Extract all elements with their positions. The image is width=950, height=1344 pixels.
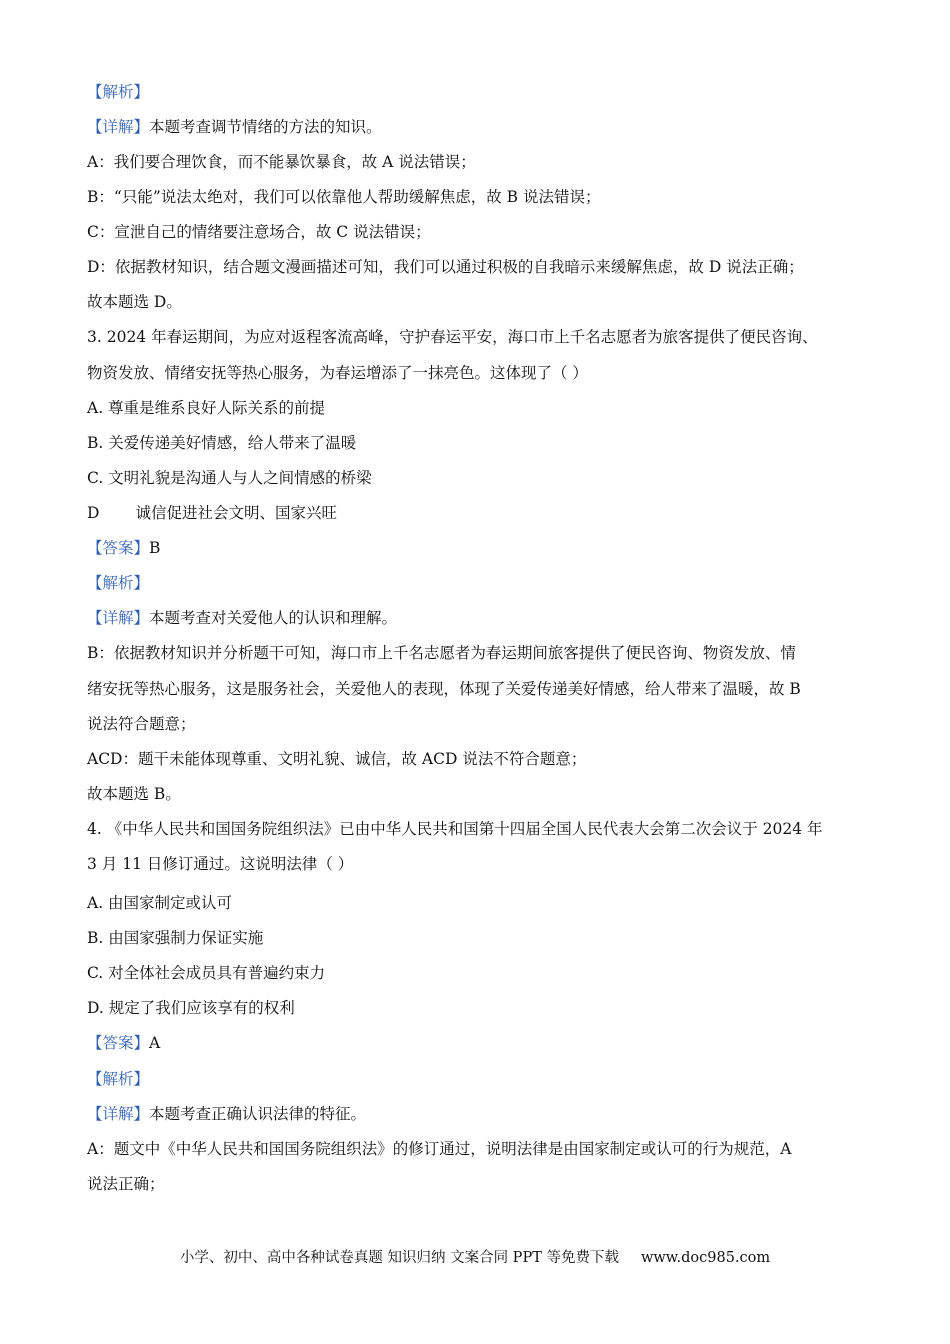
footer-text: 小学、初中、高中各种试卷真题 知识归纳 文案合同 PPT 等免费下载 (179, 1250, 619, 1266)
line-text: B. 关爱传递美好情感，给人带来了温暖 (87, 434, 357, 452)
text-line (87, 468, 372, 488)
section-tag: 【解析】 (87, 83, 150, 101)
text-line (87, 749, 586, 769)
text-line (87, 222, 431, 242)
line-text: 本题考查正确认识法律的特征。 (149, 1105, 367, 1123)
line-text: 物资发放、情绪安抚等热心服务，为春运增添了一抹亮色。这体现了（ ） (87, 364, 588, 382)
text-line (87, 928, 263, 948)
text-line (87, 152, 476, 172)
text-line (87, 1033, 160, 1053)
line-text: B. 由国家强制力保证实施 (87, 929, 264, 947)
footer-url: www.doc985.com (640, 1250, 771, 1266)
line-text: 3. 2024 年春运期间，为应对返程客流高峰，守护春运平安，海口市上千名志愿者为旅客提供了便民咨询、 (87, 328, 818, 346)
line-text: 说法符合题意； (87, 715, 196, 733)
section-tag: 【答案】 (87, 1034, 150, 1052)
line-text: D (87, 504, 100, 522)
text-line (87, 608, 397, 628)
line-text: 4. 《中华人民共和国国务院组织法》已由中华人民共和国第十四届全国人民代表大会第二次会议于 2024 年 (87, 820, 823, 838)
line-text: B (149, 539, 161, 557)
line-text: C. 文明礼貌是沟通人与人之间情感的桥梁 (87, 469, 372, 487)
text-line (87, 538, 160, 558)
section-tag: 【详解】 (87, 118, 150, 136)
text-line (87, 82, 149, 102)
line-text: A：我们要合理饮食，而不能暴饮暴食，故 A 说法错误； (87, 153, 476, 171)
line-text: 诚信促进社会文明、国家兴旺 (135, 504, 337, 522)
section-tag: 【解析】 (87, 574, 150, 592)
section-tag: 【答案】 (87, 539, 150, 557)
text-line (87, 398, 325, 418)
text-line (87, 363, 588, 383)
text-line (87, 187, 601, 207)
text-line (87, 433, 356, 453)
section-tag: 【详解】 (87, 609, 150, 627)
text-line (87, 679, 801, 699)
line-text: D：依据教材知识，结合题文漫画描述可知，我们可以通过积极的自我暗示来缓解焦虑，故 D 说法正确； (87, 258, 804, 276)
line-text: 说法正确； (87, 1175, 165, 1193)
text-line (87, 1069, 149, 1089)
text-line (87, 819, 823, 839)
text-line (87, 714, 196, 734)
text-line (87, 854, 353, 874)
line-text: C：宣泄自己的情绪要注意场合，故 C 说法错误； (87, 223, 431, 241)
text-line (87, 257, 804, 277)
line-text: 故本题选 B。 (87, 785, 181, 803)
text-line (87, 117, 382, 137)
text-line (87, 1104, 366, 1124)
text-line (87, 503, 337, 523)
line-text: A. 由国家制定或认可 (87, 894, 233, 912)
page-footer (0, 1246, 950, 1267)
line-text: 本题考查调节情绪的方法的知识。 (149, 118, 382, 136)
line-text: A. 尊重是维系良好人际关系的前提 (87, 399, 326, 417)
text-line (87, 327, 818, 347)
line-text: 本题考查对关爱他人的认识和理解。 (149, 609, 398, 627)
line-text: 3 月 11 日修订通过。这说明法律（ ） (87, 855, 354, 873)
text-line (87, 573, 149, 593)
text-line (87, 784, 181, 804)
text-line (87, 643, 796, 663)
section-tag: 【解析】 (87, 1070, 150, 1088)
text-line (87, 998, 295, 1018)
line-text: B：依据教材知识并分析题干可知，海口市上千名志愿者为春运期间旅客提供了便民咨询、物资发放、情 (87, 644, 796, 662)
line-text: B：“只能”说法太绝对，我们可以依靠他人帮助缓解焦虑，故 B 说法错误； (87, 188, 601, 206)
line-text: A：题文中《中华人民共和国国务院组织法》的修订通过，说明法律是由国家制定或认可的行为规范，A (87, 1140, 792, 1158)
text-line (87, 1139, 791, 1159)
text-line (87, 963, 325, 983)
line-text: C. 对全体社会成员具有普遍约束力 (87, 964, 326, 982)
line-text: D. 规定了我们应该享有的权利 (87, 999, 295, 1017)
text-line (87, 1174, 165, 1194)
line-text: A (149, 1034, 161, 1052)
text-line (87, 893, 232, 913)
line-text: 故本题选 D。 (87, 293, 182, 311)
line-text: ACD：题干未能体现尊重、文明礼貌、诚信，故 ACD 说法不符合题意； (87, 750, 587, 768)
text-line (87, 292, 182, 312)
section-tag: 【详解】 (87, 1105, 150, 1123)
line-text: 绪安抚等热心服务，这是服务社会，关爱他人的表现，体现了关爱传递美好情感，给人带来了温暖，故 B (87, 680, 801, 698)
